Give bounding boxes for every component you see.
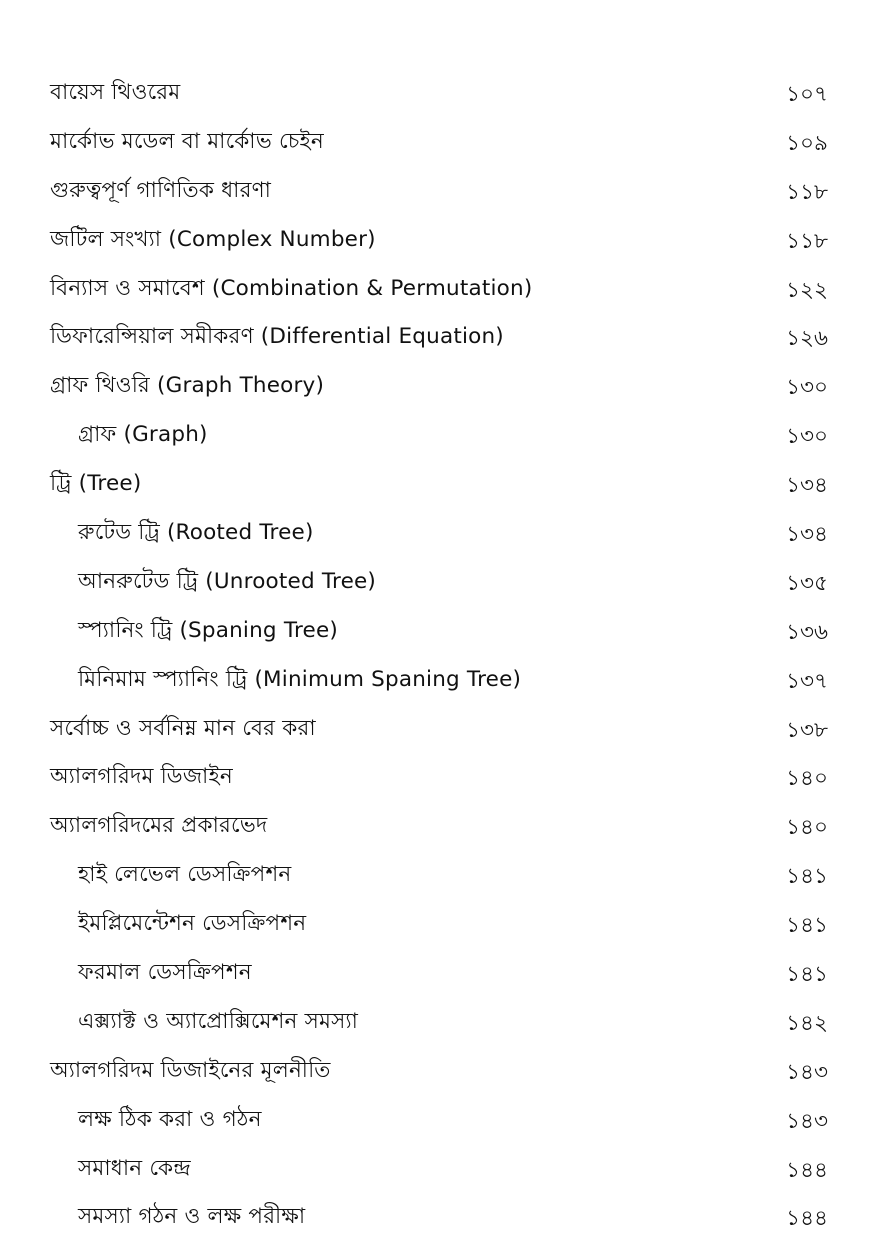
toc-entry-title: অ্যালগরিদমের প্রকারভেদ	[50, 813, 268, 839]
toc-entry-title: গ্রাফ (Graph)	[78, 422, 208, 448]
toc-entry-title: রুটেড ট্রি (Rooted Tree)	[78, 520, 314, 546]
toc-entry	[0, 1196, 870, 1245]
toc-entry-title: ফরমাল ডেসক্রিপশন	[78, 960, 252, 986]
toc-entry	[0, 1099, 870, 1148]
toc-entry-title: সর্বোচ্চ ও সর্বনিম্ন মান বের করা	[50, 715, 316, 741]
toc-entry-page-number: ১৩৭	[786, 668, 828, 694]
toc-entry	[0, 72, 870, 121]
toc-entry	[0, 1148, 870, 1197]
toc-entry	[0, 708, 870, 757]
toc-entry-page-number: ১৩০	[786, 424, 828, 450]
toc-entry	[0, 952, 870, 1001]
toc-entry-page-number: ১০৭	[786, 82, 828, 107]
toc-entry-title: এক্স্যাক্ট ও অ্যাপ্রোক্সিমেশন সমস্যা	[78, 1008, 359, 1034]
toc-entry	[0, 316, 870, 365]
toc-entry	[0, 1050, 870, 1099]
toc-entry-title: ইমপ্লিমেন্টেশন ডেসক্রিপশন	[78, 911, 307, 937]
toc-entry-title: গুরুত্বপূর্ণ গাণিতিক ধারণা	[50, 177, 272, 203]
toc-entry	[0, 903, 870, 952]
toc-entry-page-number: ১৪৪	[786, 1206, 828, 1232]
toc-entry-page-number: ১২২	[786, 277, 828, 303]
toc-entry-page-number: ১৪৩	[786, 1108, 828, 1134]
toc-entry	[0, 121, 870, 170]
toc-entry	[0, 365, 870, 414]
toc-entry-title: অ্যালগরিদম ডিজাইন	[50, 764, 233, 790]
toc-entry-page-number: ১২৬	[786, 326, 828, 352]
toc-entry-page-number: ১৩০	[786, 375, 828, 401]
toc-entry	[0, 1001, 870, 1050]
toc-entry-page-number: ১৪৩	[786, 1059, 828, 1085]
toc-entry-title: ট্রি (Tree)	[50, 471, 142, 497]
toc-entry-title: বায়েস থিওরেম	[50, 80, 181, 105]
toc-entry-page-number: ১৩৮	[786, 717, 828, 743]
toc-entry	[0, 854, 870, 903]
toc-entry-title: হাই লেভেল ডেসক্রিপশন	[78, 862, 292, 888]
toc-entry	[0, 610, 870, 659]
toc-entry	[0, 512, 870, 561]
toc-entry-title: অ্যালগরিদম ডিজাইনের মূলনীতি	[50, 1057, 331, 1083]
toc-entry-title: বিন্যাস ও সমাবেশ (Combination & Permutation)	[50, 275, 533, 301]
toc-entry	[0, 170, 870, 219]
toc-entry-page-number: ১৩৫	[786, 570, 828, 596]
toc-entry-page-number: ১০৯	[786, 130, 828, 156]
toc-entry-title: সমস্যা গঠন ও লক্ষ পরীক্ষা	[78, 1204, 306, 1230]
table-of-contents	[0, 72, 870, 1245]
toc-entry-page-number: ১৩৪	[786, 473, 828, 499]
toc-entry-title: মিনিমাম স্প্যানিং ট্রি (Minimum Spaning Tree)	[78, 666, 522, 692]
toc-entry-title: জটিল সংখ্যা (Complex Number)	[50, 226, 376, 252]
toc-entry-page-number: ১৪২	[786, 1010, 828, 1036]
toc-entry-title: স্প্যানিং ট্রি (Spaning Tree)	[78, 617, 339, 643]
toc-entry-page-number: ১৪১	[786, 864, 828, 890]
toc-entry-page-number: ১১৮	[786, 179, 828, 205]
toc-entry	[0, 805, 870, 854]
toc-entry	[0, 414, 870, 463]
toc-entry	[0, 268, 870, 317]
toc-entry-page-number: ১১৮	[786, 228, 828, 254]
toc-entry-page-number: ১৩৬	[786, 619, 828, 645]
toc-entry-title: ডিফারেন্সিয়াল সমীকরণ (Differential Equation)	[50, 324, 504, 350]
toc-entry-title: গ্রাফ থিওরি (Graph Theory)	[50, 373, 325, 399]
toc-entry-page-number: ১৪১	[786, 962, 828, 988]
toc-entry	[0, 219, 870, 268]
toc-entry-title: মার্কোভ মডেল বা মার্কোভ চেইন	[50, 128, 324, 154]
toc-entry	[0, 463, 870, 512]
toc-entry	[0, 756, 870, 805]
toc-entry-title: আনরুটেড ট্রি (Unrooted Tree)	[78, 568, 377, 594]
toc-entry-title: সমাধান কেন্দ্র	[78, 1155, 191, 1181]
toc-entry-page-number: ১৪১	[786, 913, 828, 939]
toc-entry	[0, 561, 870, 610]
toc-entry-page-number: ১৪০	[786, 815, 828, 841]
toc-entry-page-number: ১৩৪	[786, 522, 828, 548]
toc-entry-title: লক্ষ ঠিক করা ও গঠন	[78, 1106, 262, 1132]
toc-entry-page-number: ১৪০	[786, 766, 828, 792]
toc-entry-page-number: ১৪৪	[786, 1157, 828, 1183]
toc-entry	[0, 659, 870, 708]
